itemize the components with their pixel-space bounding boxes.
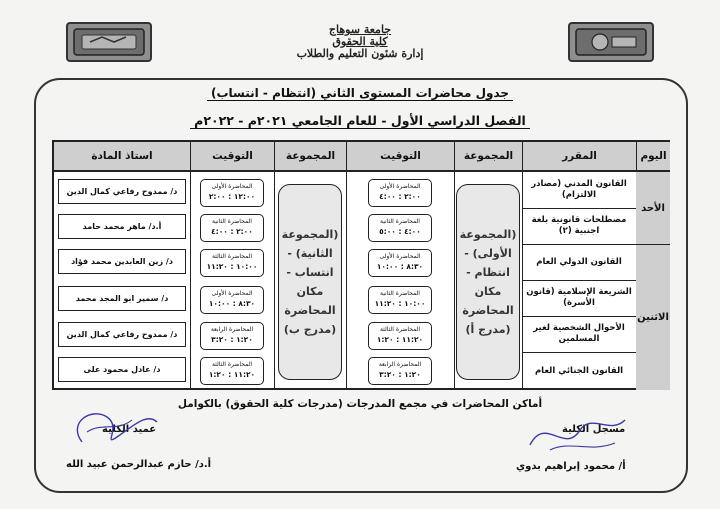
course-cell: القانون المدني (مصادر الالتزام) [531, 179, 627, 200]
lecture-time: ٢:٠٠ : ٤:٠٠ [379, 192, 421, 201]
time-slot [200, 249, 264, 277]
lecture-label: المحاضرة الثانية [212, 218, 252, 225]
schedule-title: جدول محاضرات المستوى الثاني (انتظام - انتساب) [0, 86, 720, 100]
time-slot [200, 357, 264, 385]
lecture-label: المحاضرة الأولى [379, 253, 421, 260]
header-course: المقرر [522, 142, 636, 170]
time-slot [368, 322, 432, 350]
page-header [60, 22, 660, 72]
registrar-signature-icon [520, 405, 630, 463]
lecture-time: ١٠:٠٠ : ١١:٢٠ [374, 299, 426, 308]
lecture-places-note: أماكن المحاضرات في مجمع المدرجات (مدرجات كلية الحقوق) بالكوامل [177, 398, 543, 410]
lecture-label: المحاضرة الثانية [380, 290, 420, 297]
header-text [210, 24, 510, 60]
time-slot [368, 249, 432, 277]
group-1-label: (المجموعة الأولى) - انتظام - مكان المحاضرة (مدرج أ) [456, 184, 520, 380]
lecture-label: المحاضرة الأولى [211, 183, 253, 190]
time-slot [368, 179, 432, 207]
lecture-time: ١٢:٠٠ : ٢:٠٠ [208, 192, 256, 201]
registrar-title: مسجل الكلية [562, 424, 626, 435]
lecture-label: المحاضرة الرابعة [378, 361, 422, 368]
faculty-name: كلية الحقوق [332, 35, 388, 48]
lecture-time: ١٠:٠٠ : ١١:٢٠ [206, 262, 258, 271]
lecture-time: ٢:٠٠ : ٤:٠٠ [211, 227, 253, 236]
divider [454, 172, 455, 388]
lecture-label: المحاضرة الثالثة [211, 361, 253, 368]
lecture-time: ١١:٢٠ : ١:٢٠ [376, 335, 424, 344]
lecture-label: المحاضرة الأولى [379, 183, 421, 190]
professor-cell: د/ عادل محمود على [58, 357, 186, 382]
professor-cell: د/ سمير ابو المجد محمد [58, 286, 186, 311]
course-cell: القانون الدولي العام [536, 256, 622, 267]
lecture-time: ١:٢٠ : ٣:٢٠ [211, 335, 253, 344]
divider [190, 172, 191, 388]
header-time-2: التوقيت [190, 142, 274, 170]
course-cell: الأحوال الشخصية لغير المسلمين [533, 323, 625, 344]
time-slot [368, 286, 432, 314]
lecture-time: ١١:٢٠ : ١:٢٠ [208, 370, 256, 379]
semester-subtitle: الفصل الدراسي الأول - للعام الجامعي ٢٠٢١م - ٢٠٢٢م [0, 113, 720, 128]
time-slot [368, 214, 432, 242]
day-monday: الاثنين [636, 245, 670, 390]
department-name: إدارة شئون التعليم والطلاب [296, 47, 424, 60]
dean-title: عميد الكلية [102, 424, 157, 435]
dean-signature-icon [62, 402, 162, 462]
lecture-time: ٤:٠٠ : ٥:٠٠ [379, 227, 421, 236]
professor-cell: د/ زين العابدين محمد فؤاد [58, 249, 186, 274]
time-slot [200, 214, 264, 242]
group-1-cell [456, 174, 520, 390]
faculty-emblem-icon [568, 22, 654, 62]
dean-name: أ.د/ حازم عبدالرحمن عبيد الله [66, 459, 212, 470]
day-sunday: الأحد [636, 172, 670, 244]
time-slot [200, 286, 264, 314]
lecture-label: المحاضرة الثالثة [211, 253, 253, 260]
group-2-cell [278, 174, 342, 390]
header-group-2: المجموعة [274, 142, 346, 170]
course-cell: الشريعة الإسلامية (قانون الأسرة) [526, 287, 632, 308]
professor-cell: د/ ممدوح رفاعي كمال الدين [58, 322, 186, 347]
group-2-label: (المجموعة الثانية) - انتساب - مكان المحاضرة (مدرج ب) [278, 184, 342, 380]
professor-cell: أ.د/ ماهر محمد حامد [58, 214, 186, 239]
header-time-1: التوقيت [346, 142, 454, 170]
course-cell: القانون الجنائي العام [534, 365, 624, 376]
divider [274, 172, 275, 388]
lecture-label: المحاضرة الأولى [211, 290, 253, 297]
university-name: جامعة سوهاج [328, 23, 392, 36]
time-slot [200, 322, 264, 350]
lecture-time: ٨:٣٠ : ١٠:٠٠ [376, 262, 424, 271]
header-group-1: المجموعة [454, 142, 522, 170]
university-seal-icon [66, 22, 152, 62]
lecture-label: المحاضرة الثانية [380, 218, 420, 225]
lecture-time: ٨:٣٠ : ١٠:٠٠ [208, 299, 256, 308]
time-slot [368, 357, 432, 385]
lecture-time: ١:٢٠ : ٣:٢٠ [379, 370, 421, 379]
lecture-label: المحاضرة الرابعة [210, 326, 254, 333]
course-cell: مصطلحات قانونية بلغة اجنبية (٢) [531, 215, 627, 236]
lecture-label: المحاضرة الثالثة [379, 326, 421, 333]
time-slot [200, 179, 264, 207]
header-day: اليوم [636, 142, 670, 170]
registrar-name: أ/ محمود إبراهيم بدوي [516, 461, 626, 472]
divider [346, 172, 347, 388]
professor-cell: د/ ممدوح رفاعي كمال الدين [58, 179, 186, 204]
schedule-table [52, 140, 670, 390]
table-header-row [54, 142, 668, 172]
header-professor: استاذ المادة [54, 142, 190, 170]
